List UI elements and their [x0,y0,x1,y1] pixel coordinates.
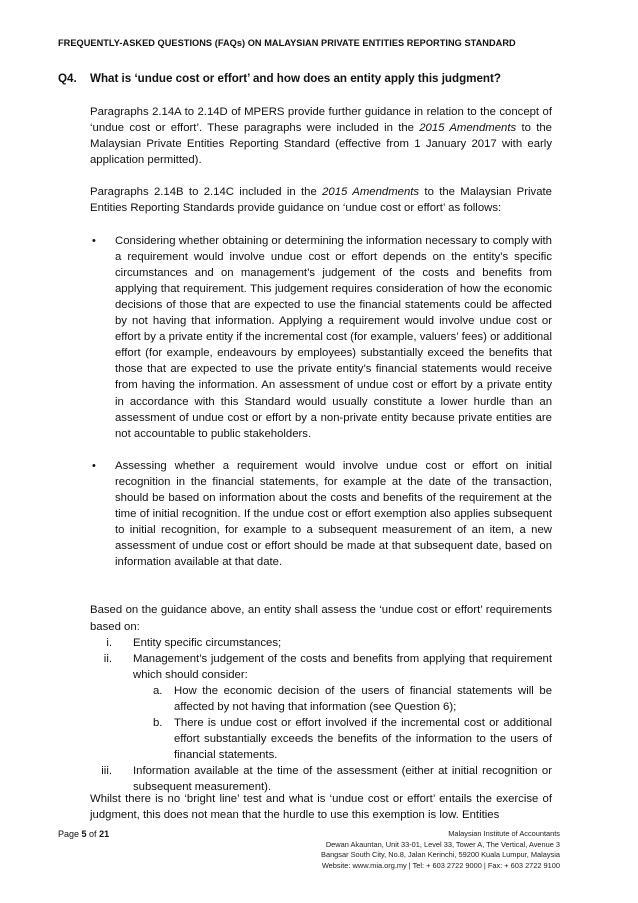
footer-contact-line: Website: www.mia.org.my | Tel: + 603 2722 9000 | Fax: + 603 2722 9100 [321,860,560,870]
document-header: FREQUENTLY-ASKED QUESTIONS (FAQs) ON MALAYSIAN PRIVATE ENTITIES REPORTING STANDARD [58,38,516,48]
footer-address-line: Bangsar South City, No.8, Jalan Kerinchi, 59200 Kuala Lumpur, Malaysia [321,850,560,860]
sub-requirement-text: How the economic decision of the users of financial statements will be affected by not having that information (see Question 6); [174,684,552,713]
paragraph-2 [90,184,552,216]
page-total: 21 [99,829,110,839]
bullet-item [90,458,552,571]
requirement-item [90,635,552,651]
page-label: Page [58,829,82,839]
bullet-text: Assessing whether a requirement would involve undue cost or effort on initial recognition in the financial statements, for example at the date of the transaction, should be based on information about the costs and benefits of the requirement at the time of initial recognition. If the undue cost or effort exemption also applies subsequent to initial recognition, for example to a subsequent measurement of an item, a new assessment of undue cost or effort should be made at that subsequent date, based on information available at that date. [115,459,552,569]
requirement-text: Entity specific circumstances; [133,636,282,649]
bullet-text: Considering whether obtaining or determining the information necessary to comply with a requirement would involve undue cost or effort depends on the entity’s specific circumstances and on management’s judgement of the costs and benefits from applying that requirement. This judgement requires consideration of how the economic decisions of those that are expected to use the financial statements could be affected by not having that information. Applying a requirement would involve undue cost or effort by a private entity if the incremental cost (for example, valuers’ fees) or additional effort (for example, endeavours by employees) substantially exceed the benefits that those that are expected to use the private entity’s financial statements would receive from having the information. An assessment of undue cost or effort by a private entity in accordance with this Standard would usually constitute a lower hurdle than an assessment of undue cost or effort by a non-private entity because private entities are not accountable to public stakeholders. [115,234,552,440]
sub-requirement-letter: a. [153,684,163,697]
paragraph-1 [90,104,552,168]
question-number: Q4. [58,72,77,85]
question-text: What is ‘undue cost or effort’ and how does an entity apply this judgment? [90,72,501,85]
requirement-text: Management’s judgement of the costs and benefits from applying that requirement which should consider: [133,652,552,681]
guidance-bullet-list [90,233,552,571]
paragraph-2-text-a: Paragraphs 2.14B to 2.14C included in the [90,186,323,199]
paragraph-1-text-b: to the Malaysian Private Entities Reporting Standard (effective from 1 January 2017 with early application permitted). [90,122,552,167]
guidance-intro: Based on the guidance above, an entity shall assess the ‘undue cost or effort’ requirements based on: [90,604,552,633]
sub-requirement-item [133,715,552,763]
page-of: of [86,829,100,839]
bullet-item [90,233,552,442]
sub-requirement-letter: b. [153,717,163,730]
bullet-dot-icon: • [92,459,96,472]
requirement-item [90,651,552,764]
closing-paragraph: Whilst there is no ‘bright line’ test and what is ‘undue cost or effort’ entails the exercise of judgment, this does not mean that the hurdle to use this exemption is low. Entities [90,793,552,822]
requirement-number: iii. [101,765,112,778]
footer-address-block [260,829,560,871]
page-current: 5 [81,829,87,839]
paragraph-1-text-a: Paragraphs 2.14A to 2.14D of MPERS provide further guidance in relation to the concept of ‘undue cost or effort’. These paragraphs were included in the [90,106,552,135]
footer-org-name: Malaysian Institute of Accountants [448,829,560,838]
requirement-number: i. [106,636,112,649]
sub-requirement-text: There is undue cost or effort involved if the incremental cost or additional effort substantially exceeds the benefits of the information to the users of financial statements. [174,717,552,762]
paragraph-2-text-b: to the Malaysian Private Entities Reporting Standards provide guidance on ‘undue cost or effort’ as follows: [90,186,552,215]
requirement-number: ii. [103,652,112,665]
footer-address-line: Dewan Akauntan, Unit 33-01, Level 33, Tower A, The Vertical, Avenue 3 [325,839,560,849]
sub-requirement-item [133,683,552,715]
answer-body [90,104,552,812]
page-number [58,829,109,839]
sub-requirements-list [133,683,552,763]
bullet-dot-icon: • [92,234,96,247]
question-heading [58,72,578,85]
requirement-text: Information available at the time of the assessment (either at initial recognition or subsequent measurement). [133,765,552,794]
paragraph-2-emphasis: 2015 Amendments [322,186,420,199]
requirements-list [90,635,552,796]
paragraph-1-emphasis: 2015 Amendments [419,122,517,135]
